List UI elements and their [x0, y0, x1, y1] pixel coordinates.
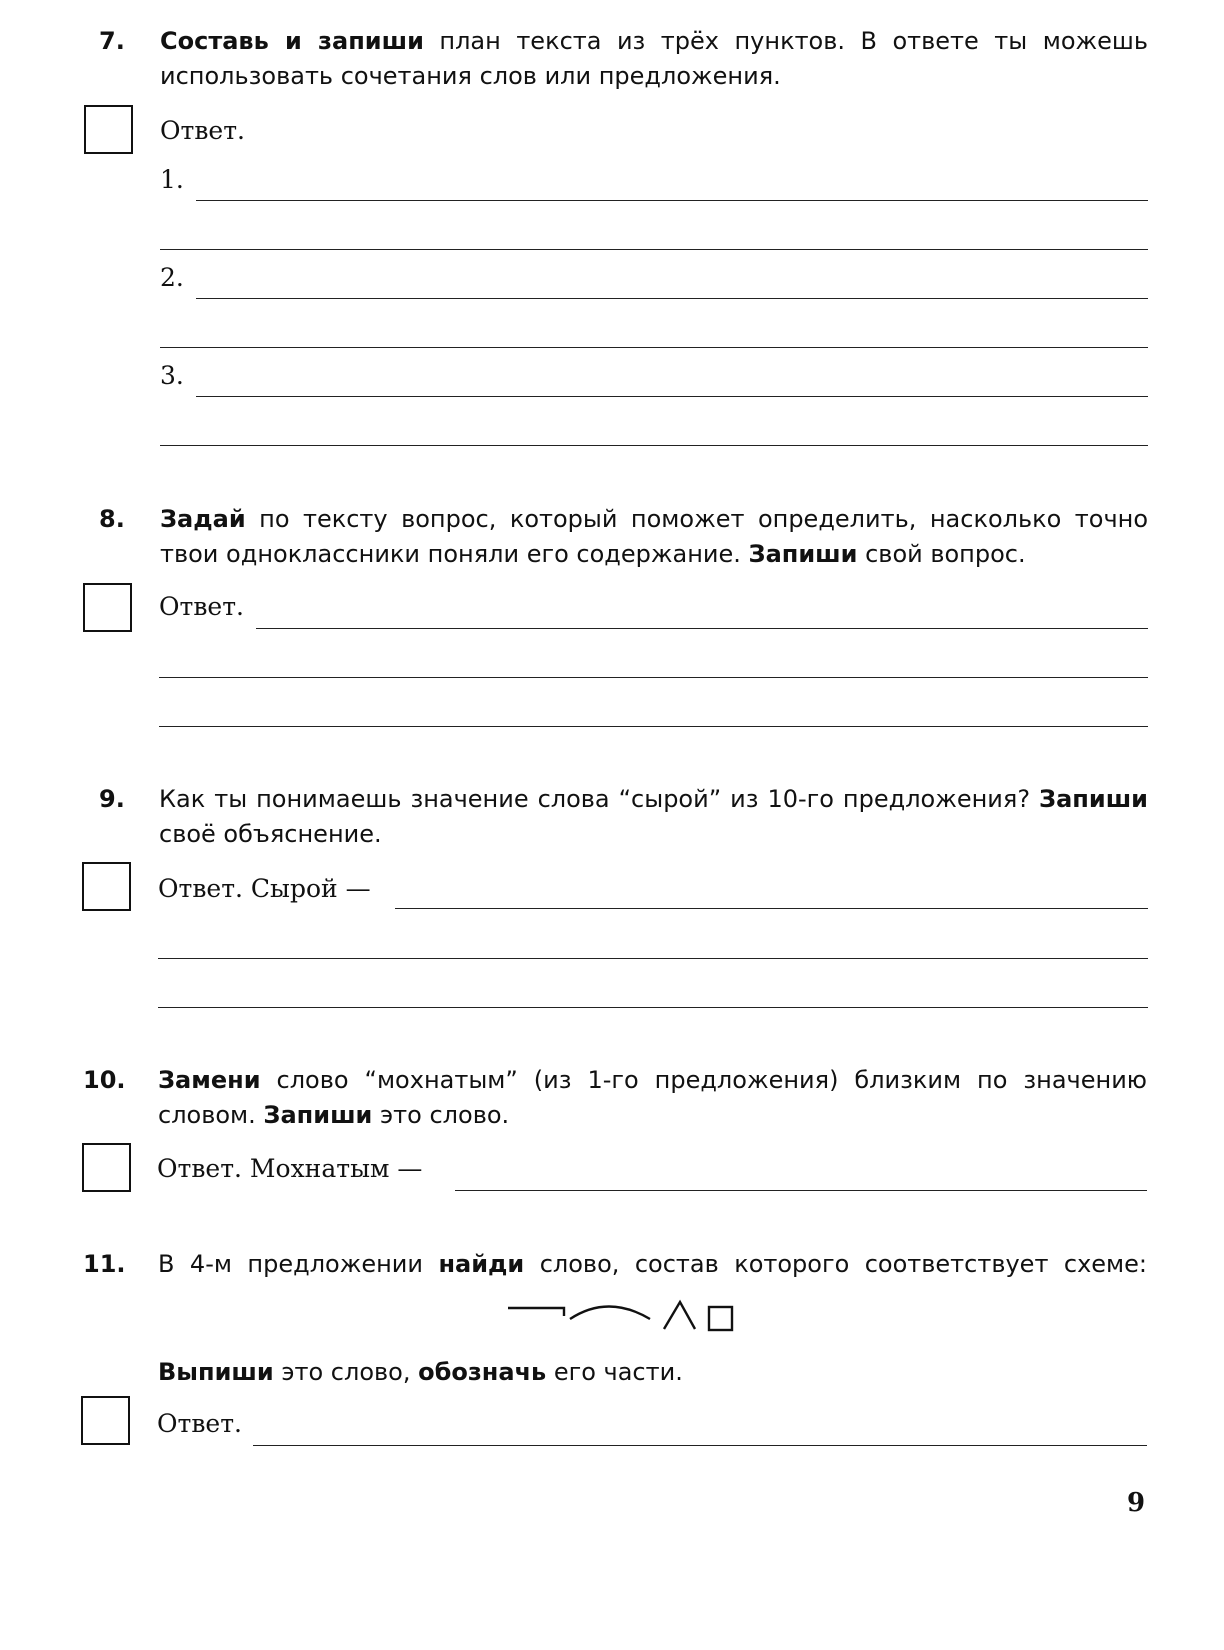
- task-8-answer-label: Ответ.: [159, 592, 244, 621]
- text-run: слово “мохнатым” (из 1-го предложения) близким по значению: [260, 1066, 1147, 1094]
- task-10-number: 10.: [83, 1066, 126, 1094]
- task-9-number: 9.: [99, 785, 125, 813]
- text-run: по тексту вопрос, который поможет определить, насколько точно: [245, 505, 1148, 533]
- task-9-answer-prompt: Ответ. Сырой —: [158, 874, 371, 903]
- text-run: твои одноклассники поняли его содержание.: [160, 540, 749, 568]
- text-run: В 4-м предложении: [158, 1250, 439, 1278]
- task-8-answer-line[interactable]: [159, 677, 1148, 678]
- emphasized-text: Задай: [160, 505, 246, 533]
- task-8-line-1: [160, 502, 1148, 536]
- text-run: это слово,: [273, 1358, 419, 1386]
- task-11-number: 11.: [83, 1250, 126, 1278]
- task-9-answer-line[interactable]: [158, 1007, 1148, 1008]
- ending-icon: [709, 1307, 732, 1330]
- text-run: его части.: [546, 1358, 683, 1386]
- task-10-answer-prompt: Ответ. Мохнатым —: [157, 1154, 423, 1183]
- emphasized-text: Запиши: [263, 1101, 373, 1129]
- task-11-line-1: [158, 1247, 1147, 1281]
- task-11-line-2: [158, 1355, 1147, 1389]
- task-7-number: 7.: [99, 27, 125, 55]
- emphasized-text: Составь и запиши: [160, 27, 424, 55]
- word-structure-scheme: [504, 1298, 744, 1338]
- text-run: это слово.: [372, 1101, 510, 1129]
- text-run: Как ты понимаешь значение слова “сырой” из 10-го предложения?: [159, 785, 1040, 813]
- emphasized-text: Запиши: [748, 540, 858, 568]
- emphasized-text: найди: [438, 1250, 525, 1278]
- text-run: слово, состав которого соответствует схеме:: [524, 1250, 1147, 1278]
- emphasized-text: Выпиши: [158, 1358, 274, 1386]
- suffix-icon: [664, 1302, 695, 1329]
- task-8-score-box[interactable]: [83, 583, 132, 632]
- task-8-line-2: [160, 537, 1148, 571]
- task-9-answer-line[interactable]: [158, 958, 1148, 959]
- task-7-answer-line[interactable]: [160, 249, 1148, 250]
- task-7-line-2: использовать сочетания слов или предложения.: [160, 62, 781, 90]
- task-9-line-1: [159, 782, 1148, 816]
- task-7-line-1: [160, 24, 1148, 58]
- task-7-answer-line[interactable]: [196, 396, 1148, 397]
- task-10-score-box[interactable]: [82, 1143, 131, 1192]
- emphasized-text: Запиши: [1039, 785, 1148, 813]
- emphasized-text: Замени: [158, 1066, 261, 1094]
- task-7-item-1-number: 1.: [160, 165, 184, 194]
- task-9-answer-line[interactable]: [395, 908, 1148, 909]
- task-11-answer-line[interactable]: [253, 1445, 1147, 1446]
- task-9-score-box[interactable]: [82, 862, 131, 911]
- task-7-score-box[interactable]: [84, 105, 133, 154]
- task-11-answer-label: Ответ.: [157, 1409, 242, 1438]
- task-7-item-2-number: 2.: [160, 263, 184, 292]
- task-7-answer-line[interactable]: [196, 298, 1148, 299]
- emphasized-text: обозначь: [418, 1358, 547, 1386]
- text-run: план текста из трёх пунктов. В ответе ты можешь: [423, 27, 1148, 55]
- task-9-line-2: своё объяснение.: [159, 820, 382, 848]
- task-7-answer-line[interactable]: [196, 200, 1148, 201]
- task-7-answer-label: Ответ.: [160, 116, 245, 145]
- page-number: 9: [1127, 1488, 1146, 1518]
- task-10-line-1: [158, 1063, 1147, 1097]
- task-11-score-box[interactable]: [81, 1396, 130, 1445]
- task-7-answer-line[interactable]: [160, 445, 1148, 446]
- task-8-answer-line[interactable]: [159, 726, 1148, 727]
- task-10-line-2: [158, 1098, 1147, 1132]
- task-8-number: 8.: [99, 505, 125, 533]
- task-7-answer-line[interactable]: [160, 347, 1148, 348]
- task-10-answer-line[interactable]: [455, 1190, 1147, 1191]
- task-8-answer-line[interactable]: [256, 628, 1148, 629]
- prefix-icon: [508, 1308, 564, 1316]
- task-7-item-3-number: 3.: [160, 361, 184, 390]
- root-icon: [570, 1307, 650, 1320]
- text-run: свой вопрос.: [857, 540, 1026, 568]
- text-run: словом.: [158, 1101, 264, 1129]
